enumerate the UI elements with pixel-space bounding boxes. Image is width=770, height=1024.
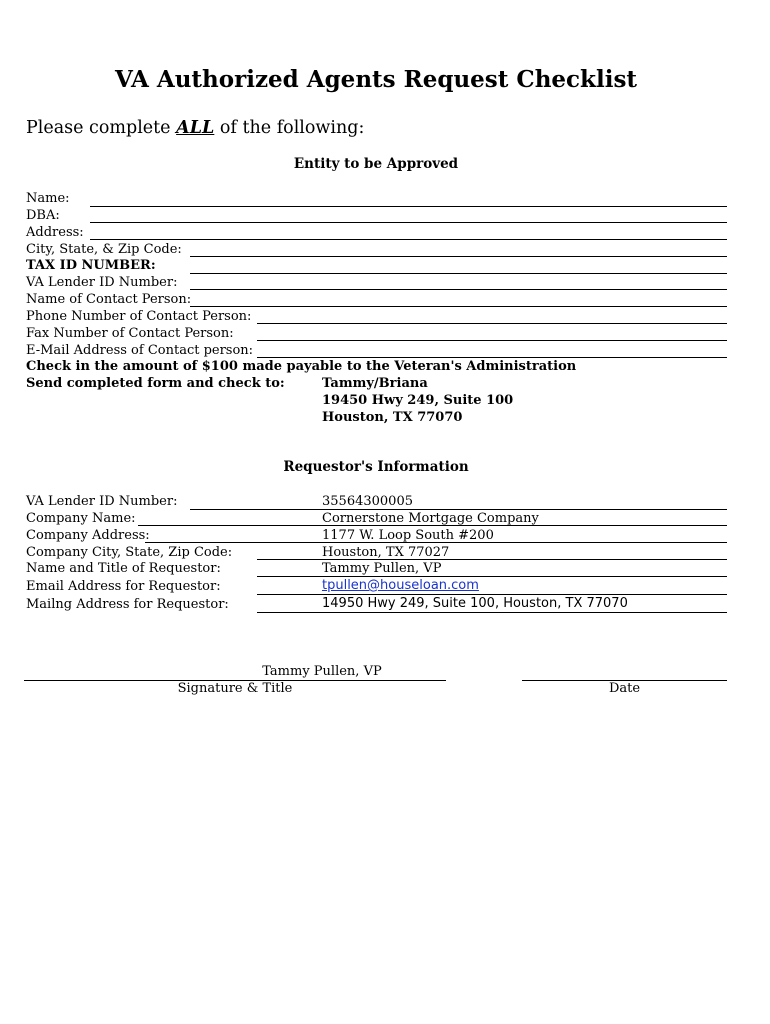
entity-contact-email-field[interactable] xyxy=(257,357,727,358)
instructions-prefix: Please complete xyxy=(26,118,171,138)
signature-title-label: Signature & Title xyxy=(177,681,293,696)
requestor-mailing-address-line xyxy=(257,612,727,613)
instructions-emphasis: ALL xyxy=(176,118,215,138)
requestor-name-title-value[interactable]: Tammy Pullen, VP xyxy=(322,561,442,576)
requestor-company-address-value[interactable]: 1177 W. Loop South #200 xyxy=(322,528,494,543)
send-to-address-line-3: Houston, TX 77070 xyxy=(322,410,463,425)
entity-section-heading: Entity to be Approved xyxy=(293,156,459,172)
requestor-company-city-value[interactable]: Houston, TX 77027 xyxy=(322,545,450,560)
entity-city-label: City, State, & Zip Code: xyxy=(26,242,182,257)
requestor-mailing-address-label: Mailng Address for Requestor: xyxy=(26,597,229,612)
entity-dba-field[interactable] xyxy=(90,222,727,223)
entity-contact-name-label: Name of Contact Person: xyxy=(26,292,192,307)
date-label: Date xyxy=(608,681,641,696)
requestor-company-name-line xyxy=(138,525,727,526)
requestor-company-name-label: Company Name: xyxy=(26,511,136,526)
requestor-email-line xyxy=(257,594,727,595)
requestor-company-name-value[interactable]: Cornerstone Mortgage Company xyxy=(322,511,539,526)
requestor-lender-id-value[interactable]: 35564300005 xyxy=(322,494,413,509)
send-to-label: Send completed form and check to: xyxy=(26,376,285,391)
entity-dba-label: DBA: xyxy=(26,208,60,223)
entity-contact-phone-field[interactable] xyxy=(257,323,727,324)
instructions xyxy=(26,118,364,138)
page-title: VA Authorized Agents Request Checklist xyxy=(114,66,638,93)
requestor-email-label: Email Address for Requestor: xyxy=(26,579,221,594)
entity-contact-name-field[interactable] xyxy=(190,306,727,307)
entity-contact-fax-field[interactable] xyxy=(257,340,727,341)
requestor-company-address-label: Company Address: xyxy=(26,528,150,543)
entity-tax-id-field[interactable] xyxy=(190,273,727,274)
entity-contact-email-label: E-Mail Address of Contact person: xyxy=(26,343,254,358)
check-amount-note: Check in the amount of $100 made payable to the Veteran's Administration xyxy=(26,359,577,374)
entity-contact-fax-label: Fax Number of Contact Person: xyxy=(26,326,234,341)
entity-address-label: Address: xyxy=(26,225,84,240)
requestor-email-link[interactable]: tpullen@houseloan.com xyxy=(322,578,479,593)
requestor-name-title-line xyxy=(257,576,727,577)
entity-name-field[interactable] xyxy=(90,206,727,207)
entity-lender-id-label: VA Lender ID Number: xyxy=(26,275,178,290)
requestor-name-title-label: Name and Title of Requestor: xyxy=(26,561,221,576)
requestor-mailing-address-value[interactable]: 14950 Hwy 249, Suite 100, Houston, TX 77070 xyxy=(322,596,628,611)
entity-lender-id-field[interactable] xyxy=(190,289,727,290)
entity-contact-phone-label: Phone Number of Contact Person: xyxy=(26,309,252,324)
requestor-company-city-line xyxy=(257,559,727,560)
send-to-address-line-2: 19450 Hwy 249, Suite 100 xyxy=(322,393,514,408)
requestor-company-address-line xyxy=(145,542,727,543)
entity-tax-id-label: TAX ID NUMBER: xyxy=(26,258,156,273)
requestor-company-city-label: Company City, State, Zip Code: xyxy=(26,545,233,560)
requestor-lender-id-label: VA Lender ID Number: xyxy=(26,494,178,509)
send-to-address-line-1: Tammy/Briana xyxy=(322,376,428,391)
entity-name-label: Name: xyxy=(26,191,70,206)
entity-city-field[interactable] xyxy=(190,256,727,257)
instructions-suffix: of the following: xyxy=(219,118,365,138)
signed-name: Tammy Pullen, VP xyxy=(262,664,382,679)
entity-address-field[interactable] xyxy=(90,239,727,240)
requestor-section-heading: Requestor's Information xyxy=(283,459,469,475)
requestor-lender-id-line xyxy=(190,509,727,510)
